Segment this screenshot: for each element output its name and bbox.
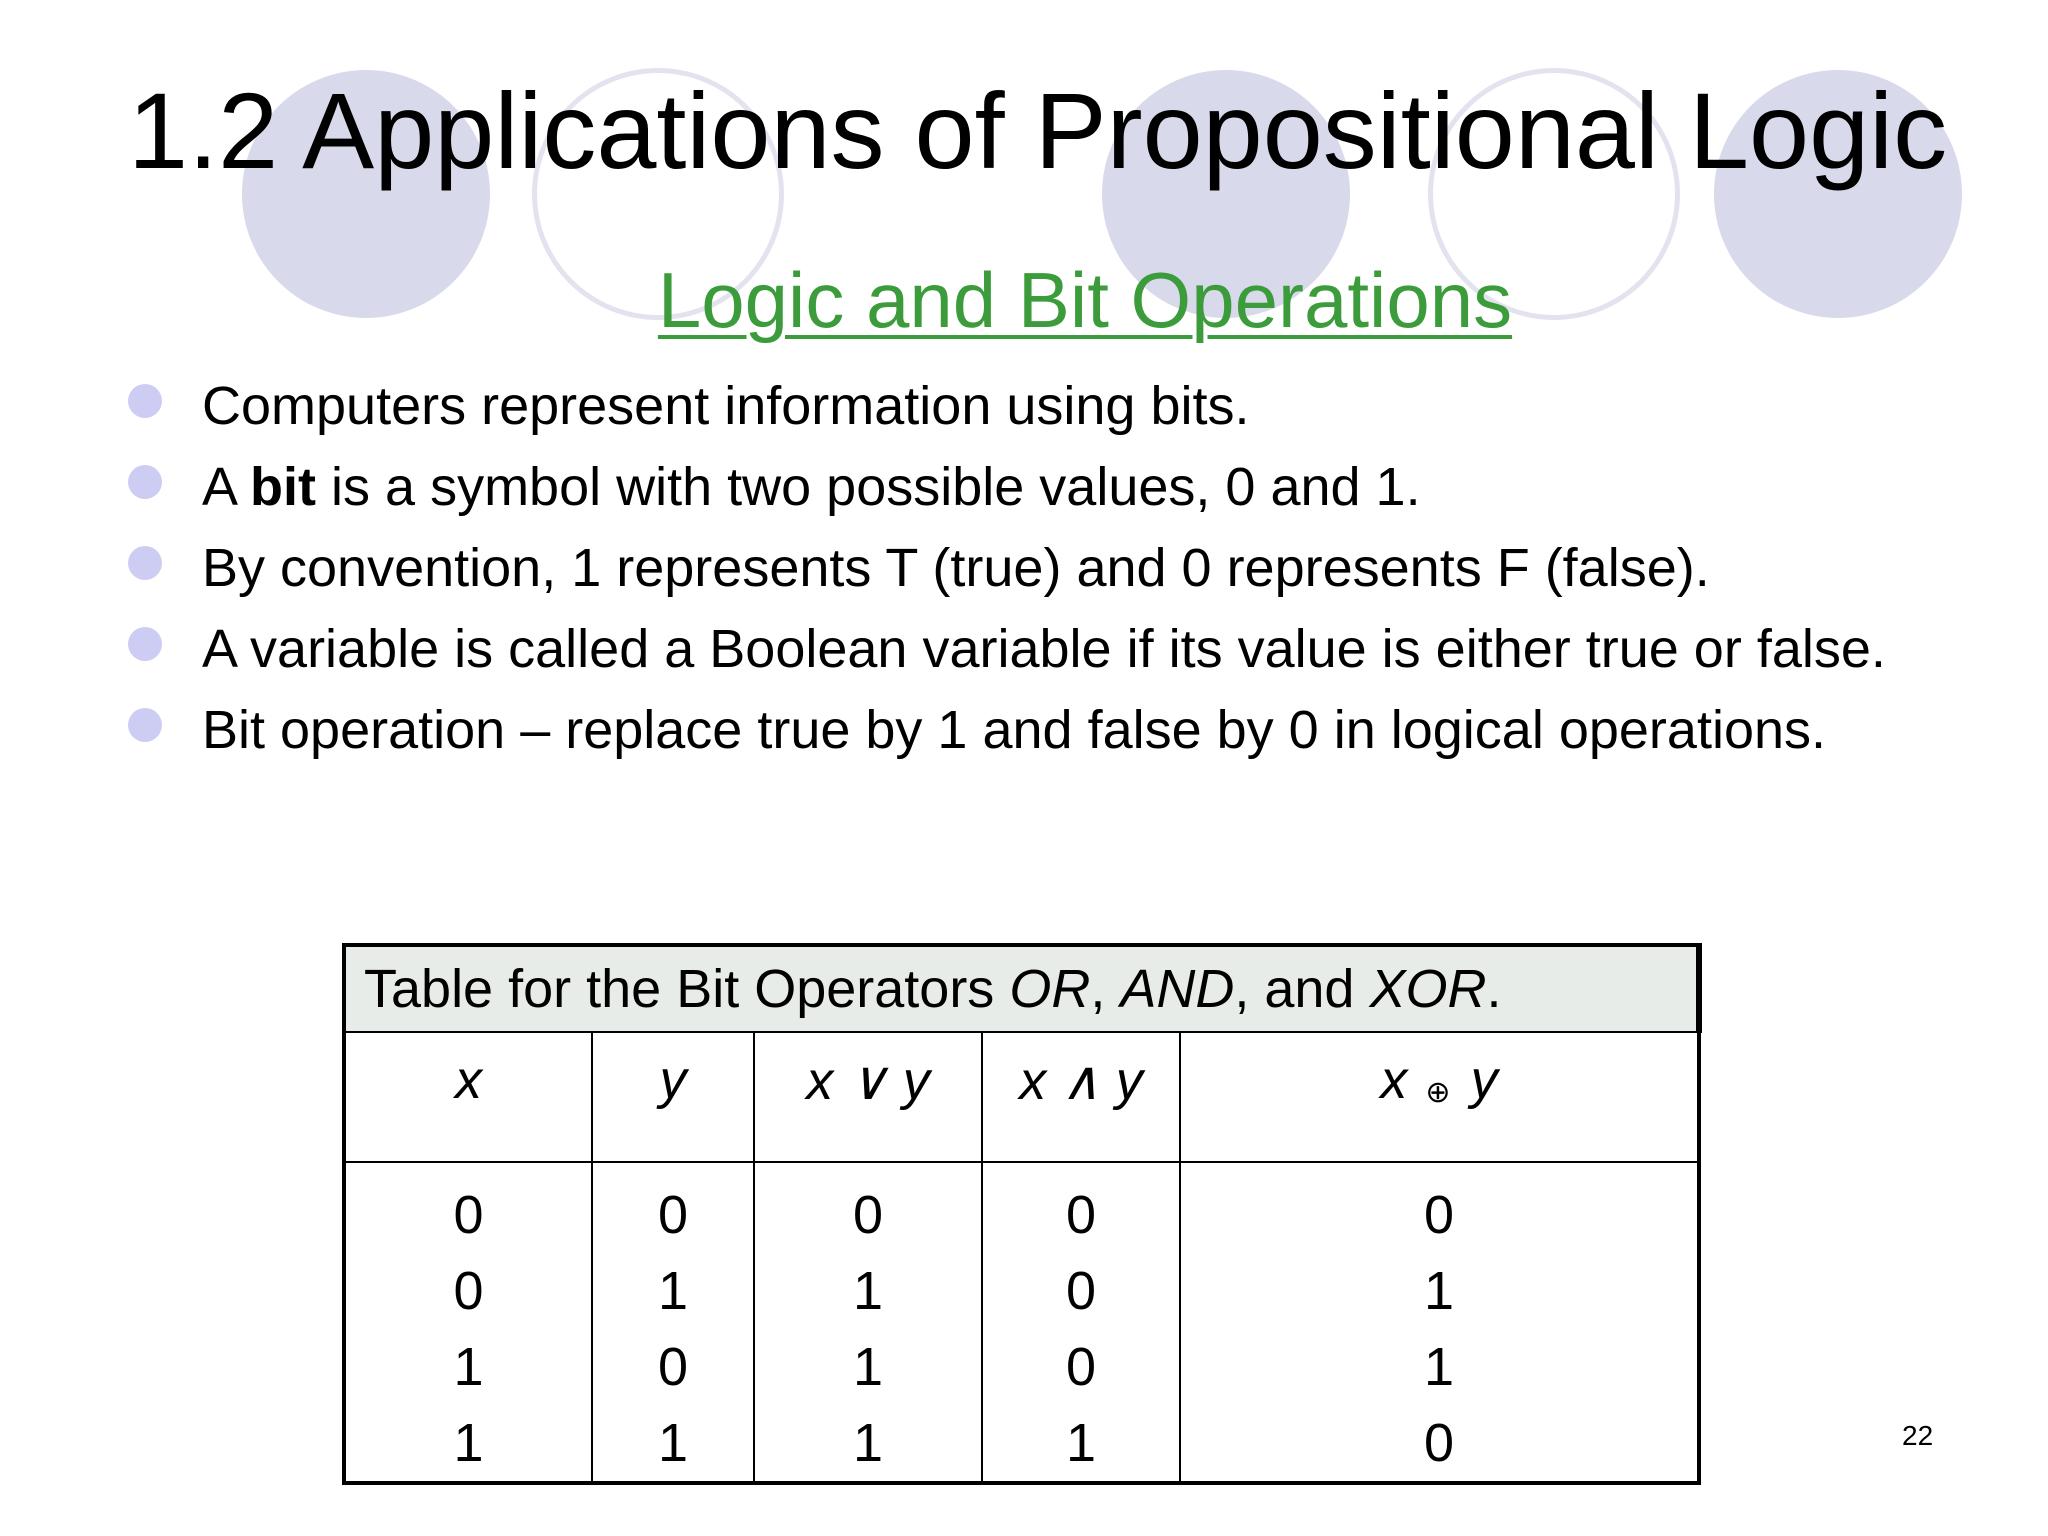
bullet-text-pre: By convention, 1 represents T (true) and 0 represents F (false).: [202, 538, 1710, 598]
header-x: x: [344, 1032, 592, 1162]
bullet-dot-icon: [128, 384, 162, 418]
table-cell: 0: [1423, 1413, 1455, 1473]
table-cell: 1: [657, 1413, 689, 1473]
table-cell: 0: [1065, 1185, 1097, 1245]
bullet-item: [128, 534, 1908, 603]
bullet-text-pre: Computers represent information using bits.: [202, 376, 1250, 436]
bullet-item: [128, 615, 1908, 684]
bit-operator-table: [342, 943, 1702, 1485]
table-cell: 0: [852, 1185, 884, 1245]
header-y: y: [592, 1032, 754, 1162]
column-and-values: [982, 1162, 1180, 1483]
table-cell: 1: [453, 1413, 484, 1473]
page-number: 22: [1902, 1420, 1934, 1451]
bullet-text-pre: A: [202, 457, 251, 517]
column-xor-values: [1180, 1162, 1699, 1483]
bullet-item: [128, 372, 1908, 441]
bullet-text-bold: bit: [250, 457, 317, 517]
table-cell: 1: [852, 1413, 884, 1473]
column-y-values: [592, 1162, 754, 1483]
bullet-dot-icon: [128, 546, 162, 580]
slide-title: 1.2 Applications of Propositional Logic: [128, 70, 1948, 191]
bullet-dot-icon: [128, 708, 162, 742]
table-cell: 1: [1423, 1261, 1455, 1321]
table-cell: 1: [852, 1261, 884, 1321]
bullet-text-post: is a symbol with two possible values, 0 and 1.: [316, 457, 1421, 517]
column-x-values: [344, 1162, 592, 1483]
table-caption-row: [344, 945, 1699, 1032]
bullet-text-pre: A variable is called a Boolean variable if its value is either true or false.: [202, 619, 1886, 679]
bullet-list: [128, 372, 1908, 777]
table-cell: 1: [852, 1337, 884, 1397]
table-cell: 0: [1065, 1261, 1097, 1321]
bullet-item: [128, 696, 1908, 765]
xor-symbol: ⊕: [1425, 1076, 1451, 1109]
table-values-row: [344, 1162, 1699, 1483]
table-header-row: [344, 1032, 1699, 1162]
table-cell: 0: [1065, 1337, 1097, 1397]
table-cell: 1: [1423, 1337, 1455, 1397]
slide-subtitle: Logic and Bit Operations: [657, 256, 1513, 344]
bullet-dot-icon: [128, 627, 162, 661]
table-cell: 0: [1423, 1185, 1455, 1245]
table-cell: 0: [657, 1337, 689, 1397]
table-cell: 0: [657, 1185, 689, 1245]
bullet-text-pre: Bit operation – replace true by 1 and false by 0 in logical operations.: [202, 700, 1827, 760]
table-cell: 1: [1065, 1413, 1097, 1473]
column-or-values: [754, 1162, 982, 1483]
header-xor: x ⊕ y: [1180, 1032, 1699, 1162]
table-caption: Table for the Bit Operators OR, AND, and XOR.: [344, 945, 1699, 1032]
bullet-item: [128, 453, 1908, 522]
header-and: x ∧ y: [982, 1032, 1180, 1162]
bullet-dot-icon: [128, 465, 162, 499]
header-or: x ∨ y: [754, 1032, 982, 1162]
table-cell: 0: [453, 1185, 484, 1245]
table-cell: 1: [657, 1261, 689, 1321]
table-cell: 0: [453, 1261, 484, 1321]
table-cell: 1: [453, 1337, 484, 1397]
